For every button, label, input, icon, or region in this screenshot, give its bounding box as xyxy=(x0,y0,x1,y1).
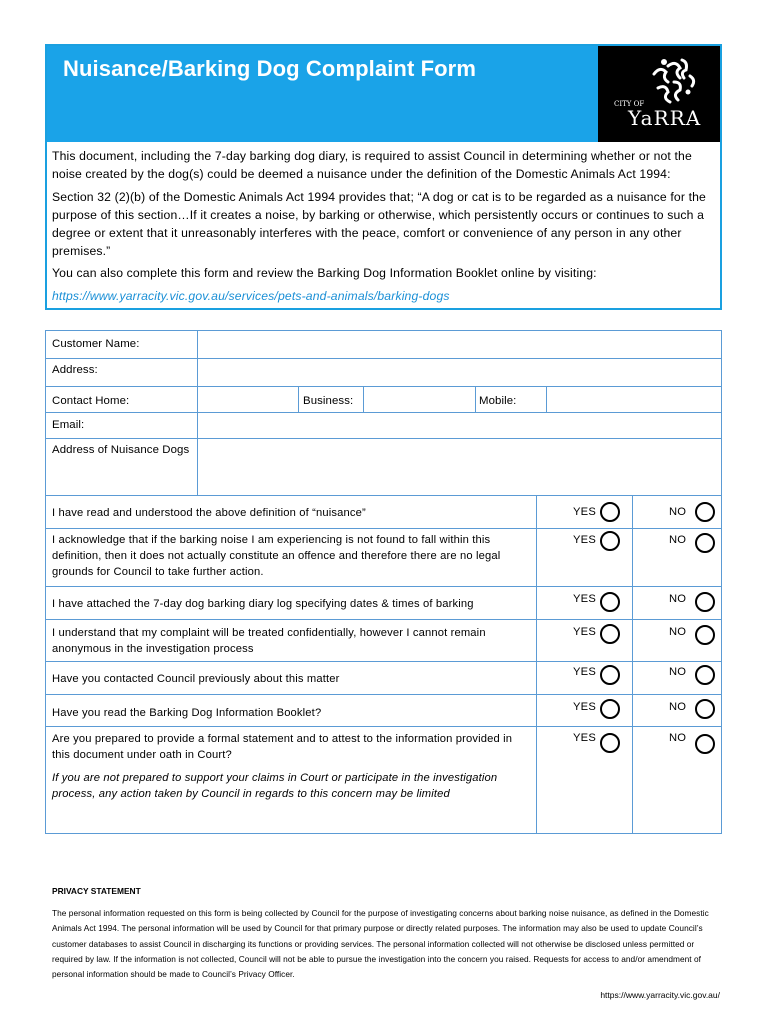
privacy-text: The personal information requested on this form is being collected by Council for the purpose of investigating concerns about barking noise nuisance, as defined in the Domestic Animals Act 1994. The personal information will be used by Council for that primary purpose or directly related purposes. The information may also be used to update Council’s customer databases to assist Council in discharging its functions or providing services. The personal information collected will not otherwise be disclosed unless permitted or required by law. If the information is not collected, Council will not be able to pursue the investigation into the concern you raised. Requests for access to and/or amendment of personal information should be made to Council’s Privacy Officer. xyxy=(52,908,709,980)
yes-label: YES xyxy=(573,626,596,638)
no-label: NO xyxy=(669,626,687,638)
row-divider xyxy=(45,619,722,620)
q7-no-radio[interactable] xyxy=(695,734,715,754)
nuisance-address-label: Address of Nuisance Dogs xyxy=(52,444,190,456)
address-label: Address: xyxy=(52,364,98,376)
row-divider xyxy=(45,495,722,496)
logo-city-text: CITY OF xyxy=(614,100,645,108)
no-label: NO xyxy=(669,506,687,518)
row-divider xyxy=(45,528,722,529)
yes-label: YES xyxy=(573,701,596,713)
page-title: Nuisance/Barking Dog Complaint Form xyxy=(63,56,476,81)
question-1: I have read and understood the above definition of “nuisance” xyxy=(52,507,366,519)
intro-paragraph-3: You can also complete this form and review the Barking Dog Information Booklet online by visiting: xyxy=(52,266,597,280)
row-divider xyxy=(45,586,722,587)
no-label: NO xyxy=(669,732,687,744)
row-divider xyxy=(45,661,722,662)
intro-paragraph-1: This document, including the 7-day barking dog diary, is required to assist Council in determining whether or not the noise created by the dog(s) could be deemed a nuisance under the definition of the Domestic Animals Act 1994: xyxy=(52,149,692,181)
q4-yes-radio[interactable] xyxy=(600,624,620,644)
mobile-field[interactable] xyxy=(547,387,721,412)
q3-yes-radio[interactable] xyxy=(600,592,620,612)
question-2: I acknowledge that if the barking noise I am experiencing is not found to fall within this definition, then it does not actually constitute an offence and therefore there are no legal grounds for Council to take further action. xyxy=(52,534,501,578)
no-label: NO xyxy=(669,534,687,546)
mobile-label: Mobile: xyxy=(479,395,517,407)
q1-no-radio[interactable] xyxy=(695,502,715,522)
q6-no-radio[interactable] xyxy=(695,699,715,719)
barking-dogs-link[interactable]: https://www.yarracity.vic.gov.au/services/pets-and-animals/barking-dogs xyxy=(52,289,450,303)
nuisance-address-field[interactable] xyxy=(198,439,721,495)
column-divider xyxy=(536,495,537,834)
customer-name-label: Customer Name: xyxy=(52,338,140,350)
customer-name-field[interactable] xyxy=(198,331,721,358)
row-divider xyxy=(45,694,722,695)
intro-paragraph-2: Section 32 (2)(b) of the Domestic Animals Act 1994 provides that; “A dog or cat is to be regarded as a nuisance for the purpose of this section…If it creates a noise, by barking or otherwise, which persistently occurs or continues to such a degree or extent that it unreasonably interferes with the peace, comfort or convenience of any person in any other premises.” xyxy=(52,190,706,258)
q4-no-radio[interactable] xyxy=(695,625,715,645)
q1-yes-radio[interactable] xyxy=(600,502,620,522)
address-field[interactable] xyxy=(198,359,721,386)
q5-no-radio[interactable] xyxy=(695,665,715,685)
contact-home-label: Contact Home: xyxy=(52,395,130,407)
column-divider xyxy=(632,495,633,834)
contact-home-field[interactable] xyxy=(198,387,298,412)
yes-label: YES xyxy=(573,732,596,744)
email-label: Email: xyxy=(52,419,85,431)
business-phone-field[interactable] xyxy=(364,387,475,412)
no-label: NO xyxy=(669,593,687,605)
row-divider xyxy=(45,726,722,727)
q2-no-radio[interactable] xyxy=(695,533,715,553)
email-field[interactable] xyxy=(198,413,721,438)
no-label: NO xyxy=(669,666,687,678)
question-4: I understand that my complaint will be treated confidentially, however I cannot remain anonymous in the investigation process xyxy=(52,627,486,655)
column-divider xyxy=(298,386,299,412)
q2-yes-radio[interactable] xyxy=(600,531,620,551)
q3-no-radio[interactable] xyxy=(695,592,715,612)
business-label: Business: xyxy=(303,395,354,407)
yes-label: YES xyxy=(573,666,596,678)
question-7: Are you prepared to provide a formal statement and to attest to the information provided in this document under oath in Court? xyxy=(52,733,513,761)
yes-label: YES xyxy=(573,593,596,605)
q7-yes-radio[interactable] xyxy=(600,733,620,753)
footer-url[interactable]: https://www.yarracity.vic.gov.au/ xyxy=(600,990,720,1000)
court-note: If you are not prepared to support your claims in Court or participate in the investigation process, any action taken by Council in regards to this concern may be limited xyxy=(52,772,498,800)
column-divider xyxy=(475,386,476,412)
logo-name-text: YaRRA xyxy=(628,106,702,130)
q6-yes-radio[interactable] xyxy=(600,699,620,719)
question-3: I have attached the 7-day dog barking diary log specifying dates & times of barking xyxy=(52,598,474,610)
no-label: NO xyxy=(669,701,687,713)
yes-label: YES xyxy=(573,534,596,546)
privacy-heading: PRIVACY STATEMENT xyxy=(52,886,141,896)
yes-label: YES xyxy=(573,506,596,518)
q5-yes-radio[interactable] xyxy=(600,665,620,685)
question-6: Have you read the Barking Dog Information Booklet? xyxy=(52,707,322,719)
question-5: Have you contacted Council previously about this matter xyxy=(52,673,340,685)
